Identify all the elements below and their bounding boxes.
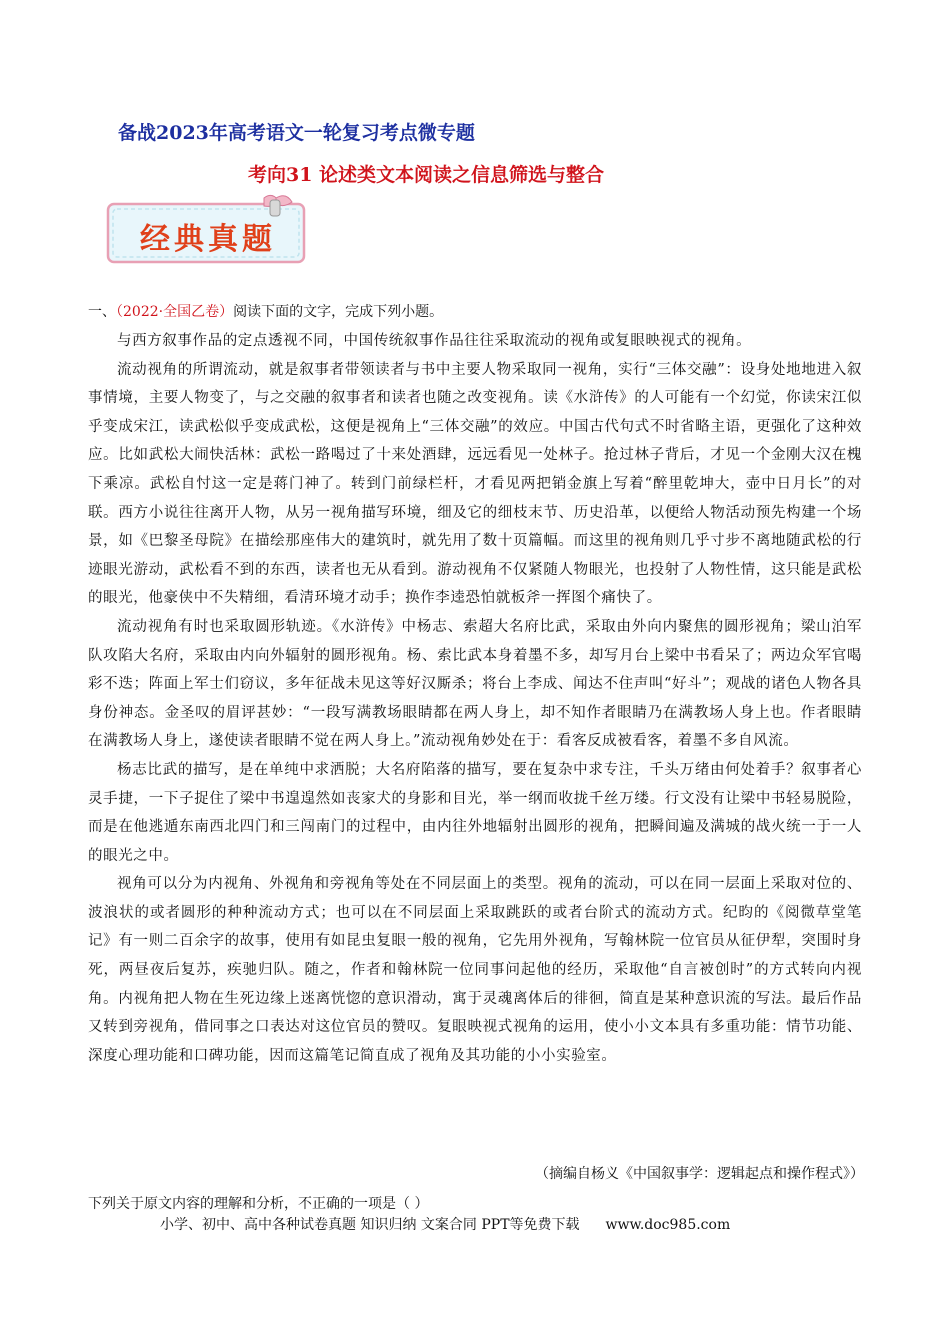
topic-title: 考向31 论述类文本阅读之信息筛选与整合 — [248, 164, 605, 186]
passage-paragraph: 流动视角的所谓流动，就是叙事者带领读者与书中主要人物采取同一视角，实行“三体交融”：设身处地地进入叙事情境，主要人物变了，与之交融的叙事者和读者也随之改变视角。读《水浒传》的人可能有一个幻觉，你读宋江似乎变成宋江，读武松似乎变成武松，这便是视角上“三体交融”的效应。中国古代句式不时省略主语，更强化了这种效应。比如武松大闹快活林：武松一路喝过了十来处酒肆，远远看见一处林子。抢过林子背后，才见一个金刚大汉在槐下乘凉。武松自忖这一定是蒋门神了。转到门前绿栏杆，才看见两把销金旗上写着“醉里乾坤大，壶中日月长”的对联。西方小说往往离开人物，从另一视角描写环境，细及它的细枝末节、历史沿革，以便给人物活动预先构建一个场景，如《巴黎圣母院》在描绘那座伟大的建筑时，就先用了数十页篇幅。而这里的视角则几乎寸步不离地随武松的行迹眼光游动，武松看不到的东西，读者也无从看到。游动视角不仅紧随人物眼光，也投射了人物性情，这只能是武松的眼光，他豪侠中不失精细，看清环境才动手；换作李逵恐怕就板斧一挥图个痛快了。 — [88, 361, 862, 607]
reading-passage — [88, 327, 862, 1070]
footer-text: 小学、初中、高中各种试卷真题 知识归纳 文案合同 PPT等免费下载 — [160, 1217, 580, 1233]
section-banner — [104, 194, 312, 266]
question-number: 一、 — [88, 304, 116, 320]
question-source: （2022·全国乙卷） — [116, 304, 234, 320]
footer-url[interactable]: www.doc985.com — [605, 1217, 731, 1233]
question-instruction: 阅读下面的文字，完成下列小题。 — [233, 304, 444, 320]
source-citation: （摘编自杨义《中国叙事学：逻辑起点和操作程式》） — [535, 1166, 864, 1182]
banner-label: 经典真题 — [140, 222, 276, 257]
passage-paragraph: 与西方叙事作品的定点透视不同，中国传统叙事作品往往采取流动的视角或复眼映视式的视角。 — [117, 333, 752, 349]
page-footer — [160, 1214, 730, 1234]
question-intro — [88, 301, 443, 321]
passage-paragraph: 视角可以分为内视角、外视角和旁视角等处在不同层面上的类型。视角的流动，可以在同一层面上采取对位的、波浪状的或者圆形的种种流动方式；也可以在不同层面上采取跳跃的或者台阶式的流动方式。纪昀的《阅微草堂笔记》有一则二百余字的故事，使用有如昆虫复眼一般的视角，它先用外视角，写翰林院一位官员从征伊犁，突围时身死，两昼夜后复苏，疾驰归队。随之，作者和翰林院一位同事问起他的经历，采取他“自言被创时”的方式转向内视角。内视角把人物在生死边缘上迷离恍惚的意识滑动，寓于灵魂离体后的徘徊，简直是某种意识流的写法。最后作品又转到旁视角，借同事之口表达对这位官员的赞叹。复眼映视式视角的运用，使小小文本具有多重功能：情节功能、深度心理功能和口碑功能，因而这篇笔记简直成了视角及其功能的小小实验室。 — [88, 876, 862, 1064]
question-prompt: 下列关于原文内容的理解和分析，不正确的一项是（ ） — [88, 1196, 429, 1212]
passage-paragraph: 杨志比武的描写，是在单纯中求洒脱；大名府陷落的描写，要在复杂中求专注，千头万绪由何处着手？叙事者心灵手捷，一下子捉住了梁中书遑遑然如丧家犬的身影和目光，举一纲而收拢千丝万缕。行文没有让梁中书轻易脱险，而是在他逃遁东南西北四门和三闯南门的过程中，由内往外地辐射出圆形的视角，把瞬间遍及满城的战火统一于一人的眼光之中。 — [88, 761, 862, 864]
passage-paragraph: 流动视角有时也采取圆形轨迹。《水浒传》中杨志、索超大名府比武，采取由外向内聚焦的圆形视角；梁山泊军队攻陷大名府，采取由内向外辐射的圆形视角。杨、索比武本身着墨不多，却写月台上梁中书看呆了；两边众军官喝彩不迭；阵面上军士们窃议，多年征战未见这等好汉厮杀；将台上李成、闻达不住声叫“好斗”；观战的诸色人物各具身份神态。金圣叹的眉评甚妙：“一段写满教场眼睛都在两人身上，却不知作者眼睛乃在满教场人身上也。作者眼睛在满教场人身上，遂使读者眼睛不觉在两人身上。”流动视角妙处在于：看客反成被看客，着墨不多自风流。 — [88, 618, 862, 750]
series-title: 备战2023年高考语文一轮复习考点微专题 — [118, 122, 475, 144]
